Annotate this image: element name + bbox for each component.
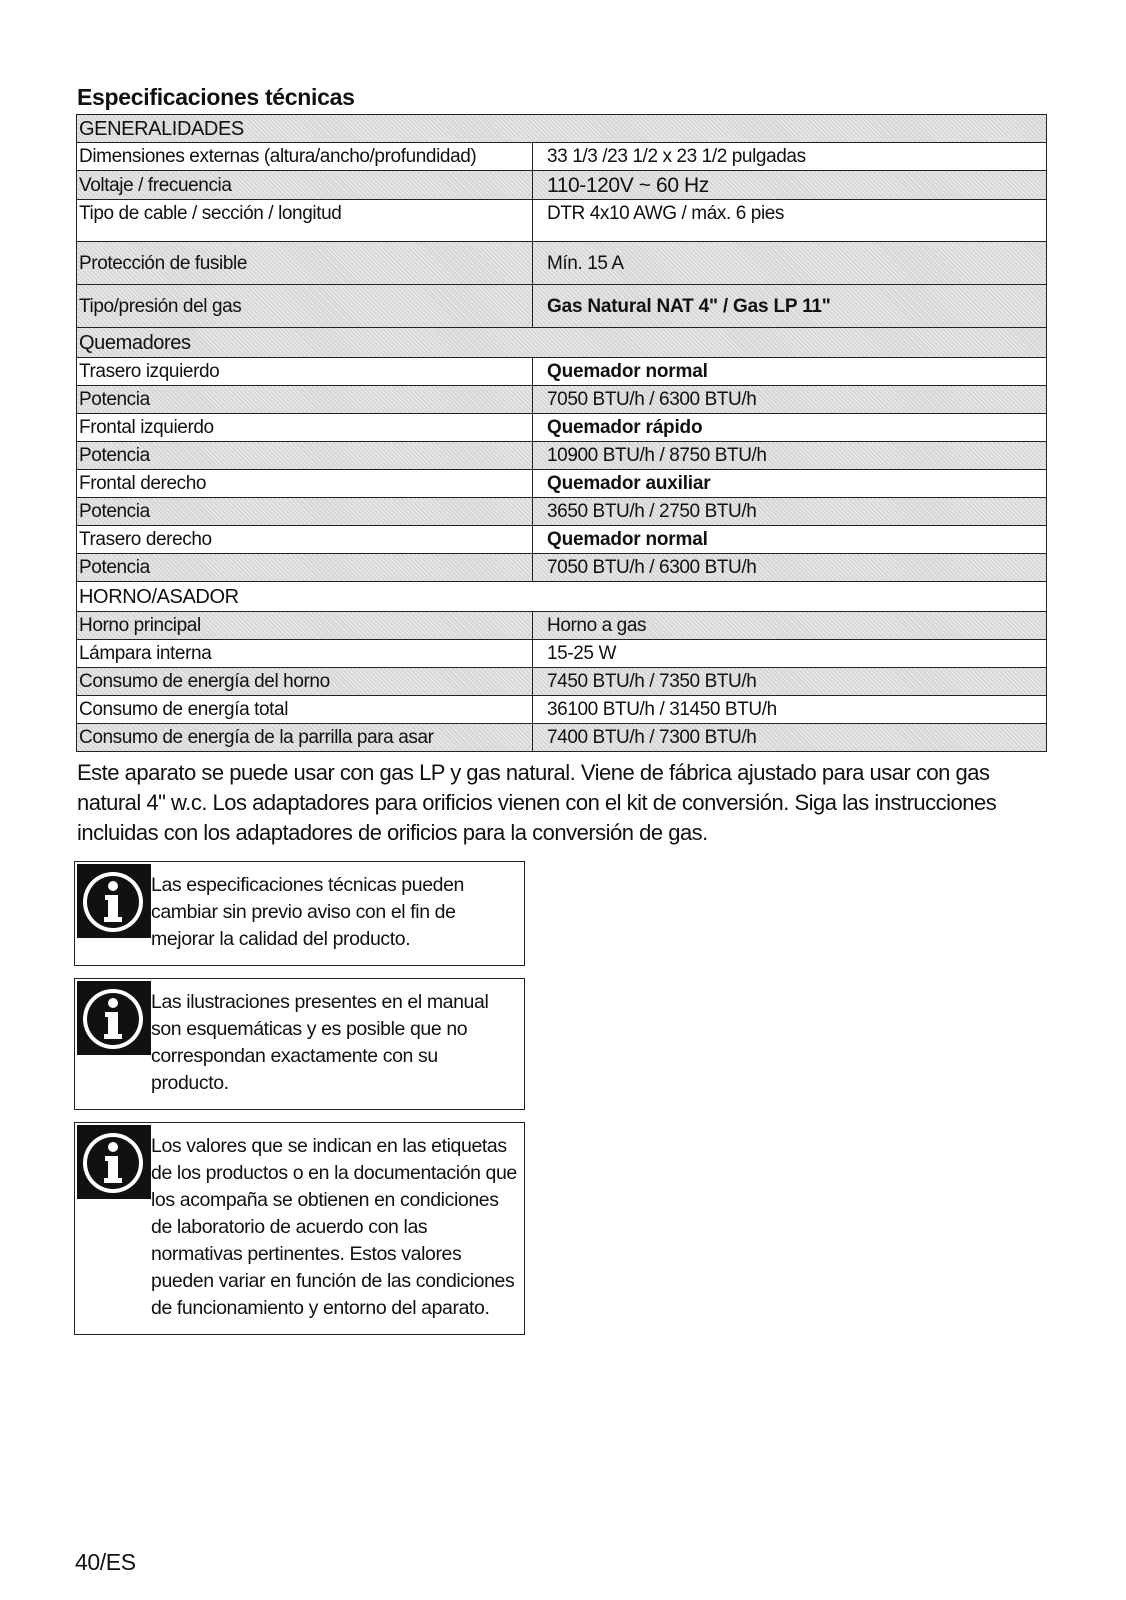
info-note [74,861,525,966]
gas-conversion-paragraph: Este aparato se puede usar con gas LP y gas natural. Viene de fábrica ajustado para usar con gas natural 4" w.c. Los adaptadores para orificios vienen con el kit de conversión. Siga las instrucciones incluidas con los adaptadores de orificios para la conversión de gas. [77,760,997,845]
row-label: Trasero izquierdo [77,358,533,386]
row-value: DTR 4x10 AWG / máx. 6 pies [533,200,1047,242]
section-heading: Quemadores [77,328,1047,358]
notes-list [74,861,525,1335]
page-title: Especificaciones técnicas [77,84,355,110]
row-value: Gas Natural NAT 4" / Gas LP 11" [533,285,1047,328]
row-value: Mín. 15 A [533,242,1047,285]
table-row [77,200,1047,242]
section-heading-row [77,115,1047,143]
row-value: Quemador normal [533,526,1047,554]
row-label: Tipo de cable / sección / longitud [77,200,533,242]
row-value: 7050 BTU/h / 6300 BTU/h [533,554,1047,582]
info-note [74,1122,525,1335]
row-label: Frontal derecho [77,470,533,498]
row-label: Tipo/presión del gas [77,285,533,328]
row-value: 7400 BTU/h / 7300 BTU/h [533,724,1047,752]
page-number: 40/ES [75,1549,136,1575]
note-text: Los valores que se indican en las etiquetas de los productos o en la documentación que los acompaña se obtienen en condiciones de laboratorio de acuerdo con las normativas pertinentes. Estos valores pueden variar en función de las condiciones de funcionamiento y entorno del aparato. [151,1135,517,1319]
row-label: Consumo de energía del horno [77,668,533,696]
row-label: Potencia [77,554,533,582]
section-heading: HORNO/ASADOR [77,582,1047,612]
table-row [77,358,1047,386]
note-text: Las ilustraciones presentes en el manual son esquemáticas y es posible que no correspondan exactamente con su producto. [151,991,489,1094]
row-label: Consumo de energía de la parrilla para asar [77,724,533,752]
row-value: Quemador rápido [533,414,1047,442]
table-row [77,526,1047,554]
table-row [77,442,1047,470]
row-label: Voltaje / frecuencia [77,171,533,200]
row-label: Lámpara interna [77,640,533,668]
table-row [77,414,1047,442]
row-label: Horno principal [77,612,533,640]
row-label: Potencia [77,498,533,526]
table-row [77,554,1047,582]
row-label: Trasero derecho [77,526,533,554]
spec-table [76,114,1047,752]
row-value: Horno a gas [533,612,1047,640]
row-value: Quemador normal [533,358,1047,386]
info-icon [77,864,151,938]
row-value: 110-120V ~ 60 Hz [533,171,1047,200]
table-row [77,242,1047,285]
table-row [77,171,1047,200]
row-value: 33 1/3 /23 1/2 x 23 1/2 pulgadas [533,143,1047,171]
row-value: 36100 BTU/h / 31450 BTU/h [533,696,1047,724]
table-row [77,285,1047,328]
table-row [77,470,1047,498]
row-value: 15-25 W [533,640,1047,668]
row-label: Potencia [77,442,533,470]
row-value: 10900 BTU/h / 8750 BTU/h [533,442,1047,470]
row-label: Potencia [77,386,533,414]
section-heading: GENERALIDADES [77,115,1047,143]
row-value: 7050 BTU/h / 6300 BTU/h [533,386,1047,414]
row-label: Protección de fusible [77,242,533,285]
table-row [77,696,1047,724]
table-row [77,143,1047,171]
info-icon [77,981,151,1055]
table-row [77,724,1047,752]
row-value: 7450 BTU/h / 7350 BTU/h [533,668,1047,696]
table-row [77,386,1047,414]
row-label: Frontal izquierdo [77,414,533,442]
row-label: Consumo de energía total [77,696,533,724]
row-value: Quemador auxiliar [533,470,1047,498]
note-text: Las especificaciones técnicas pueden cambiar sin previo aviso con el fin de mejorar la calidad del producto. [151,874,464,950]
info-note [74,978,525,1110]
table-row [77,668,1047,696]
section-heading-row [77,582,1047,612]
table-row [77,640,1047,668]
row-value: 3650 BTU/h / 2750 BTU/h [533,498,1047,526]
table-row [77,612,1047,640]
table-row [77,498,1047,526]
section-heading-row [77,328,1047,358]
info-icon [77,1125,151,1199]
row-label: Dimensiones externas (altura/ancho/profundidad) [77,143,533,171]
